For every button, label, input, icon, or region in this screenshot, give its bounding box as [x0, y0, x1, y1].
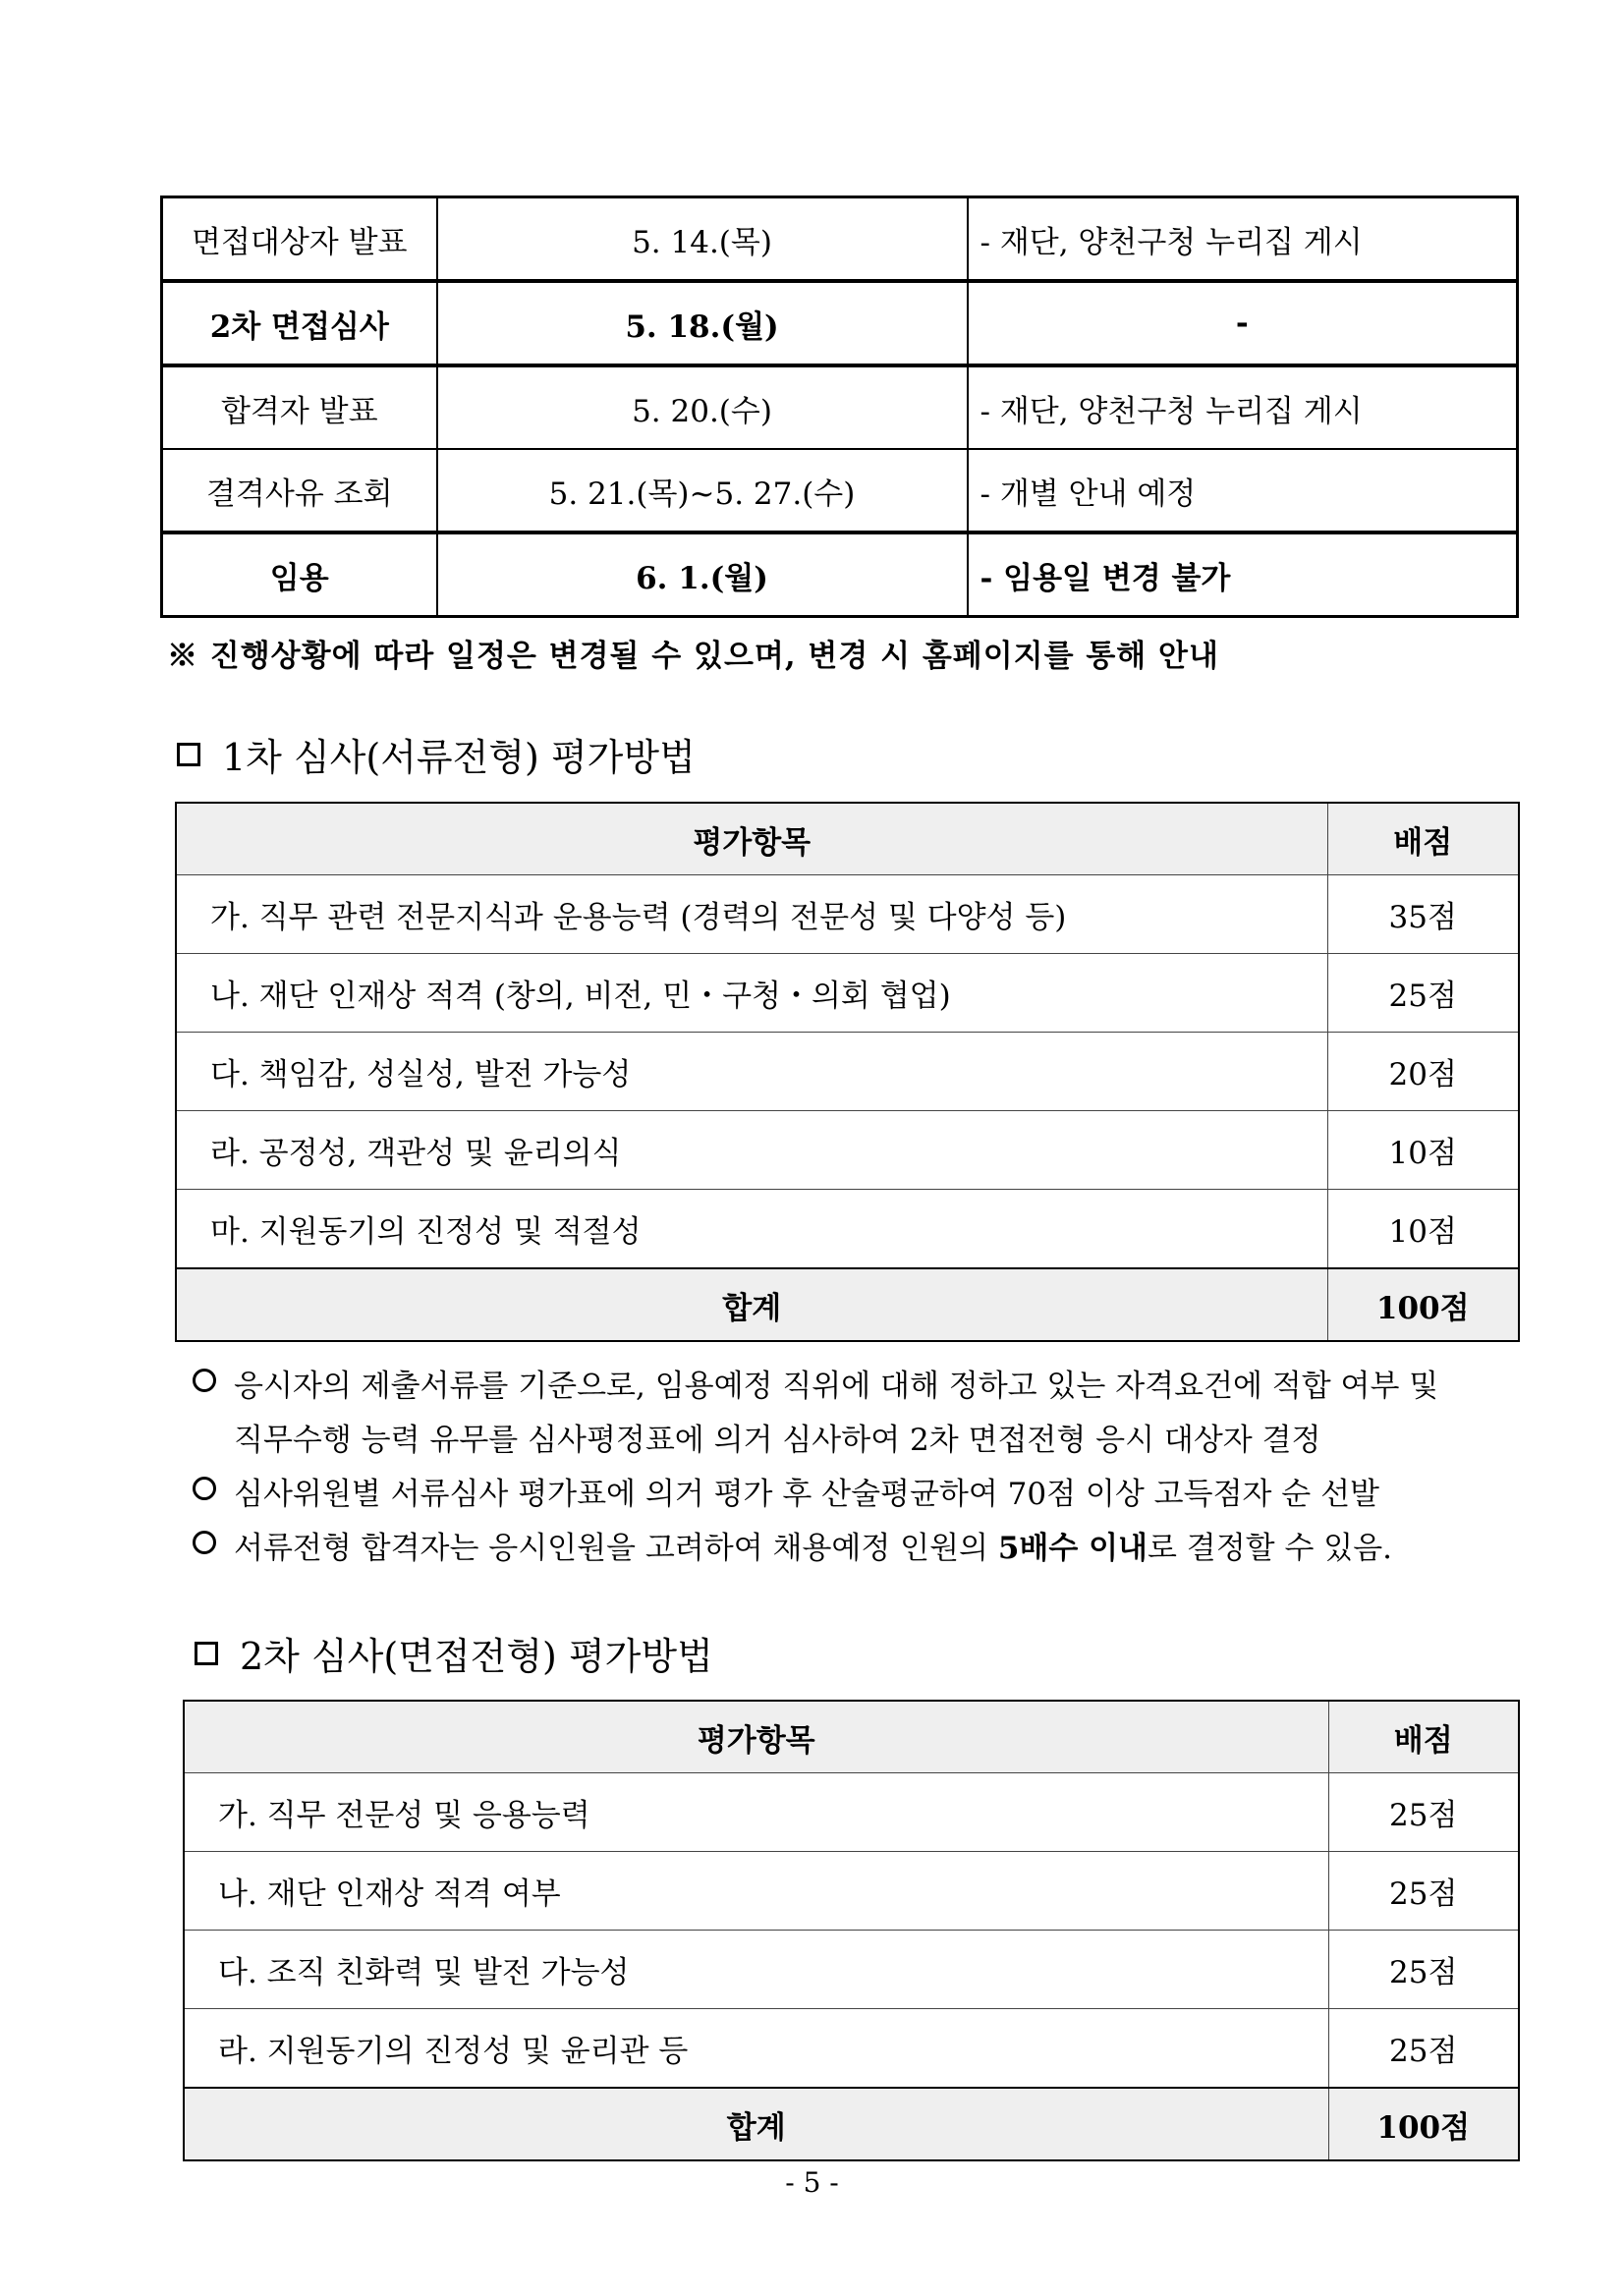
bullet-text-post: 로 결정할 수 있음.	[1147, 1531, 1393, 1566]
schedule-date: 5. 20.(수)	[437, 365, 968, 449]
total-label: 합계	[176, 1268, 1327, 1341]
eval-score: 25점	[1328, 1852, 1519, 1931]
table-header-row	[184, 1701, 1519, 1773]
schedule-note: -	[968, 281, 1518, 365]
eval-score: 25점	[1327, 954, 1519, 1033]
bullet-text	[234, 1523, 1392, 1567]
table-row	[162, 449, 1518, 532]
table-row	[176, 875, 1519, 954]
checkbox-icon	[195, 1642, 218, 1665]
table-row	[162, 197, 1518, 282]
table-row	[176, 1111, 1519, 1190]
section2-title-text: 2차 심사(면접전형) 평가방법	[240, 1635, 713, 1678]
eval-score: 35점	[1327, 875, 1519, 954]
header-score: 배점	[1327, 803, 1519, 875]
eval-item: 나. 재단 인재상 적격 (창의, 비전, 민・구청・의회 협업)	[176, 954, 1327, 1033]
bullet-text: 응시자의 제출서류를 기준으로, 임용예정 직위에 대해 정하고 있는 자격요건에 적합 여부 및	[234, 1369, 1439, 1404]
bullet-text-bold: 5배수 이내	[997, 1531, 1148, 1566]
bullet-item	[193, 1361, 1438, 1405]
table-total-row	[176, 1268, 1519, 1341]
schedule-stage: 임용	[162, 532, 437, 617]
eval-score: 20점	[1327, 1033, 1519, 1111]
schedule-stage: 2차 면접심사	[162, 281, 437, 365]
eval-score: 25점	[1328, 1773, 1519, 1852]
schedule-date: 5. 18.(월)	[437, 281, 968, 365]
table-row	[176, 1033, 1519, 1111]
schedule-notice: ※ 진행상황에 따라 일정은 변경될 수 있으며, 변경 시 홈페이지를 통해 안내	[167, 639, 1219, 674]
schedule-note: - 임용일 변경 불가	[968, 532, 1518, 617]
header-score: 배점	[1328, 1701, 1519, 1773]
section2-title	[195, 1626, 713, 1680]
eval1-table	[175, 802, 1520, 1342]
eval-score: 10점	[1327, 1111, 1519, 1190]
bullet-item	[193, 1523, 1392, 1567]
section1-title	[177, 727, 696, 781]
table-row	[184, 2009, 1519, 2089]
schedule-stage: 면접대상자 발표	[162, 197, 437, 282]
schedule-stage: 결격사유 조회	[162, 449, 437, 532]
schedule-date: 5. 14.(목)	[437, 197, 968, 282]
eval-item: 나. 재단 인재상 적격 여부	[184, 1852, 1328, 1931]
table-row	[162, 281, 1518, 365]
eval-item: 가. 직무 전문성 및 응용능력	[184, 1773, 1328, 1852]
eval-score: 10점	[1327, 1190, 1519, 1269]
table-row	[176, 1190, 1519, 1269]
eval-item: 마. 지원동기의 진정성 및 적절성	[176, 1190, 1327, 1269]
table-row	[162, 365, 1518, 449]
schedule-note: - 개별 안내 예정	[968, 449, 1518, 532]
page-number: - 5 -	[785, 2166, 839, 2199]
table-row	[184, 1852, 1519, 1931]
schedule-date: 5. 21.(목)~5. 27.(수)	[437, 449, 968, 532]
bullet-item	[193, 1469, 1379, 1513]
eval-item: 다. 책임감, 성실성, 발전 가능성	[176, 1033, 1327, 1111]
section1-title-text: 1차 심사(서류전형) 평가방법	[222, 736, 696, 779]
eval-score: 25점	[1328, 2009, 1519, 2089]
table-total-row	[184, 2088, 1519, 2160]
eval-item: 라. 공정성, 객관성 및 윤리의식	[176, 1111, 1327, 1190]
table-row	[176, 954, 1519, 1033]
bullet-continuation	[193, 1415, 1320, 1459]
table-header-row	[176, 803, 1519, 875]
bullet-text-pre: 서류전형 합격자는 응시인원을 고려하여 채용예정 인원의	[234, 1531, 998, 1566]
eval-item: 라. 지원동기의 진정성 및 윤리관 등	[184, 2009, 1328, 2089]
schedule-table	[160, 196, 1519, 618]
checkbox-icon	[177, 743, 200, 766]
bullet-text: 심사위원별 서류심사 평가표에 의거 평가 후 산술평균하여 70점 이상 고득점자 순 선발	[234, 1477, 1380, 1512]
schedule-note: - 재단, 양천구청 누리집 게시	[968, 365, 1518, 449]
circle-bullet-icon	[193, 1477, 216, 1500]
schedule-stage: 합격자 발표	[162, 365, 437, 449]
header-item: 평가항목	[184, 1701, 1328, 1773]
total-score: 100점	[1327, 1268, 1519, 1341]
circle-bullet-icon	[193, 1531, 216, 1554]
total-label: 합계	[184, 2088, 1328, 2160]
table-row	[184, 1773, 1519, 1852]
schedule-note: - 재단, 양천구청 누리집 게시	[968, 197, 1518, 282]
schedule-date: 6. 1.(월)	[437, 532, 968, 617]
table-row	[162, 532, 1518, 617]
eval2-table	[183, 1700, 1520, 2161]
table-row	[184, 1931, 1519, 2009]
eval-item: 다. 조직 친화력 및 발전 가능성	[184, 1931, 1328, 2009]
header-item: 평가항목	[176, 803, 1327, 875]
eval-score: 25점	[1328, 1931, 1519, 2009]
total-score: 100점	[1328, 2088, 1519, 2160]
circle-bullet-icon	[193, 1369, 216, 1392]
eval-item: 가. 직무 관련 전문지식과 운용능력 (경력의 전문성 및 다양성 등)	[176, 875, 1327, 954]
bullet-text: 직무수행 능력 유무를 심사평정표에 의거 심사하여 2차 면접전형 응시 대상자 결정	[234, 1423, 1321, 1458]
